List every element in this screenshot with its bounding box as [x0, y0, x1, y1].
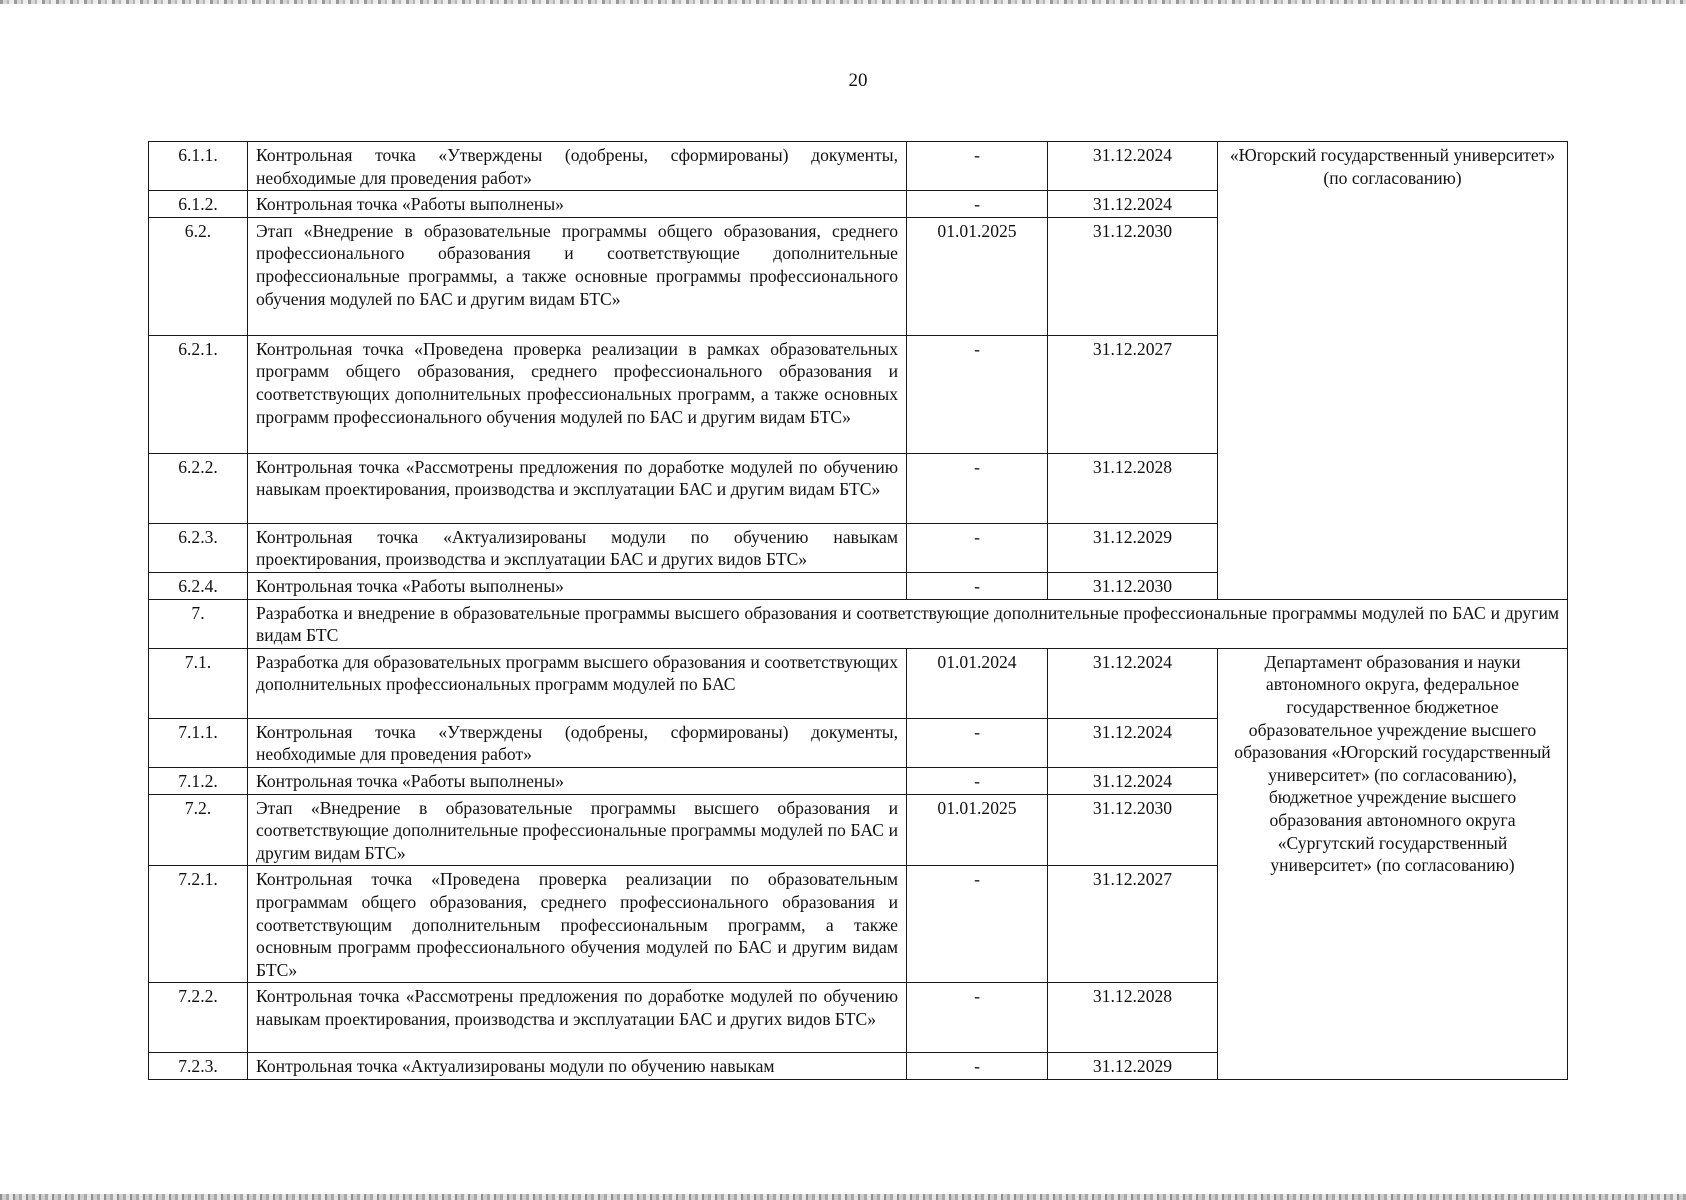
row-text: Контрольная точка «Утверждены (одобрены, сформированы) документы, необходимые для проведения работ»: [248, 718, 907, 767]
row-start-date: 01.01.2024: [907, 648, 1048, 718]
row-text: Разработка для образовательных программ высшего образования и соответствующих дополнительных профессиональных программ модулей по БАС: [248, 648, 907, 718]
row-start-date: -: [907, 572, 1048, 599]
row-text: Контрольная точка «Работы выполнены»: [248, 767, 907, 794]
row-number: 6.2.1.: [149, 335, 248, 453]
section-title: Разработка и внедрение в образовательные программы высшего образования и соответствующие дополнительные профессиональные программы модулей по БАС и другим видам БТС: [248, 599, 1568, 648]
row-number: 7.1.2.: [149, 767, 248, 794]
row-text: Контрольная точка «Проведена проверка реализации по образовательным программам общего образования, среднего профессионального образования и соответствующим дополнительным профессиональным программ, а также основным программ профессионального обучения модулей по БАС и другим видам БТС»: [248, 866, 907, 983]
row-number: 7.2.3.: [149, 1053, 248, 1080]
row-number: 7.2.1.: [149, 866, 248, 983]
row-end-date: 31.12.2030: [1048, 794, 1218, 866]
row-start-date: -: [907, 335, 1048, 453]
row-number: 6.2.3.: [149, 523, 248, 572]
row-start-date: 01.01.2025: [907, 217, 1048, 335]
row-start-date: -: [907, 523, 1048, 572]
row-end-date: 31.12.2024: [1048, 718, 1218, 767]
row-text: Этап «Внедрение в образовательные программы высшего образования и соответствующие дополнительные профессиональные программы модулей по БАС и другим видам БТС»: [248, 794, 907, 866]
row-text: Контрольная точка «Работы выполнены»: [248, 191, 907, 218]
row-text: Контрольная точка «Работы выполнены»: [248, 572, 907, 599]
row-text: Контрольная точка «Утверждены (одобрены, сформированы) документы, необходимые для проведения работ»: [248, 142, 907, 191]
row-text: Контрольная точка «Актуализированы модули по обучению навыкам проектирования, производства и эксплуатации БАС и других видов БТС»: [248, 523, 907, 572]
row-number: 6.2.: [149, 217, 248, 335]
page-number: 20: [848, 70, 868, 91]
table-row: [149, 142, 1568, 191]
row-start-date: -: [907, 453, 1048, 523]
section-number: 7.: [149, 599, 248, 648]
row-end-date: 31.12.2028: [1048, 983, 1218, 1053]
row-end-date: 31.12.2027: [1048, 866, 1218, 983]
row-text: Контрольная точка «Актуализированы модули по обучению навыкам: [248, 1053, 907, 1080]
row-start-date: -: [907, 1053, 1048, 1080]
row-number: 6.1.1.: [149, 142, 248, 191]
row-start-date: -: [907, 866, 1048, 983]
plan-table: [148, 141, 1568, 1080]
row-number: 6.2.2.: [149, 453, 248, 523]
section-row: [149, 599, 1568, 648]
row-number: 7.2.: [149, 794, 248, 866]
row-start-date: -: [907, 191, 1048, 218]
row-number: 7.1.: [149, 648, 248, 718]
row-start-date: -: [907, 767, 1048, 794]
row-end-date: 31.12.2028: [1048, 453, 1218, 523]
row-end-date: 31.12.2024: [1048, 191, 1218, 218]
row-start-date: 01.01.2025: [907, 794, 1048, 866]
row-number: 7.1.1.: [149, 718, 248, 767]
row-start-date: -: [907, 718, 1048, 767]
row-text: Контрольная точка «Рассмотрены предложения по доработке модулей по обучению навыкам проектирования, производства и эксплуатации БАС и других видов БТС»: [248, 983, 907, 1053]
row-start-date: -: [907, 983, 1048, 1053]
row-number: 6.2.4.: [149, 572, 248, 599]
row-end-date: 31.12.2024: [1048, 767, 1218, 794]
row-end-date: 31.12.2029: [1048, 523, 1218, 572]
row-text: Этап «Внедрение в образовательные программы общего образования, среднего профессионального образования и соответствующие дополнительные профессиональные программы, а также основные программы профессионального обучения модулей по БАС и другим видам БТС»: [248, 217, 907, 335]
row-number: 7.2.2.: [149, 983, 248, 1053]
table-row: [149, 648, 1568, 718]
row-end-date: 31.12.2030: [1048, 572, 1218, 599]
row-number: 6.1.2.: [149, 191, 248, 218]
responsible-block-6: «Югорский государственный университет» (по согласованию): [1218, 142, 1568, 600]
scan-edge-bottom: [0, 1194, 1686, 1200]
row-text: Контрольная точка «Рассмотрены предложения по доработке модулей по обучению навыкам проектирования, производства и эксплуатации БАС и другим видам БТС»: [248, 453, 907, 523]
row-end-date: 31.12.2029: [1048, 1053, 1218, 1080]
row-end-date: 31.12.2027: [1048, 335, 1218, 453]
row-end-date: 31.12.2024: [1048, 142, 1218, 191]
responsible-block-7: Департамент образования и науки автономного округа, федеральное государственное бюджетное образовательное учреждение высшего образования «Югорский государственный университет» (по согласованию), бюджетное учреждение высшего образования автономного округа «Сургутский государственный университет» (по согласованию): [1218, 648, 1568, 1079]
row-end-date: 31.12.2030: [1048, 217, 1218, 335]
row-start-date: -: [907, 142, 1048, 191]
row-text: Контрольная точка «Проведена проверка реализации в рамках образовательных программ общего образования, среднего профессионального образования и соответствующих дополнительных профессиональных программ, а также основных программ профессионального обучения модулей по БАС и другим видам БТС»: [248, 335, 907, 453]
scan-edge-top: [0, 0, 1686, 4]
row-end-date: 31.12.2024: [1048, 648, 1218, 718]
